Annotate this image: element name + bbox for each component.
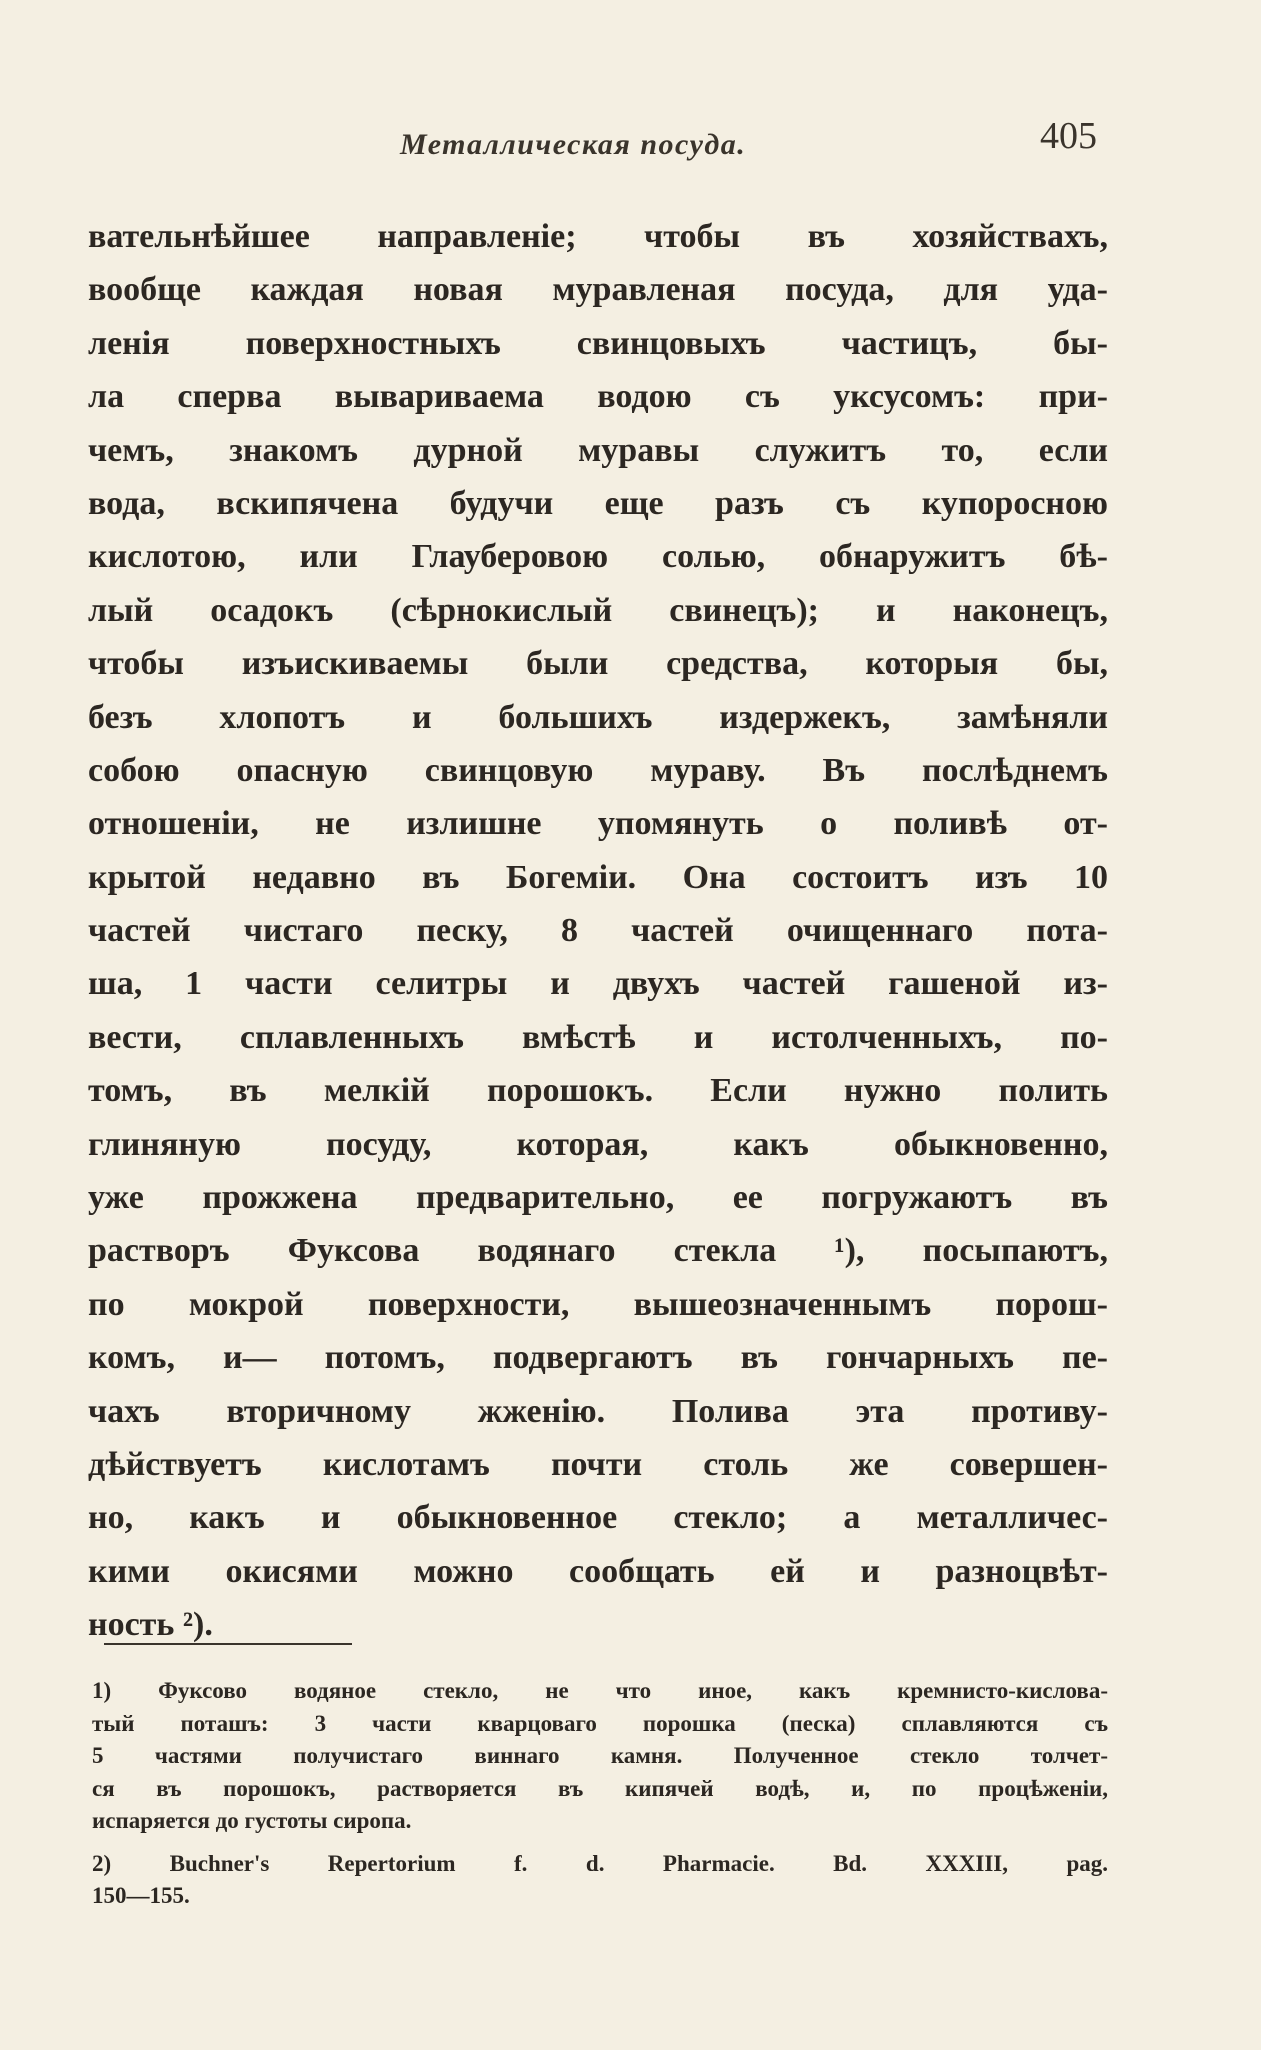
- body-line: лый осадокъ (сѣрнокислый свинецъ); и наконецъ,: [88, 591, 1108, 629]
- body-line: кими окисями можно сообщать ей и разноцвѣт-: [88, 1552, 1108, 1590]
- body-line: растворъ Фуксова водянаго стекла ¹), посыпаютъ,: [88, 1232, 1108, 1270]
- body-text: [88, 210, 1108, 1652]
- body-line: дѣйствуетъ кислотамъ почти столь же совершен-: [88, 1445, 1108, 1483]
- footnotes: [92, 1675, 1108, 1913]
- body-line: чахъ вторичному жженію. Полива эта противу-: [88, 1392, 1108, 1430]
- body-line: глиняную посуду, которая, какъ обыкновенно,: [88, 1125, 1108, 1163]
- footnote-divider: [104, 1643, 352, 1645]
- body-line: вести, сплавленныхъ вмѣстѣ и истолченныхъ, по-: [88, 1018, 1108, 1056]
- body-line: по мокрой поверхности, вышеозначеннымъ порош-: [88, 1285, 1108, 1323]
- body-line: вообще каждая новая муравленая посуда, для уда-: [88, 271, 1108, 309]
- footnote-1-line: ся въ порошокъ, растворяется въ кипячей водѣ, и, по процѣженіи,: [92, 1775, 1108, 1801]
- body-line: чтобы изъискиваемы были средства, которыя бы,: [88, 645, 1108, 683]
- body-line: ленія поверхностныхъ свинцовыхъ частицъ, бы-: [88, 324, 1108, 362]
- body-line: томъ, въ мелкій порошокъ. Если нужно полить: [88, 1072, 1108, 1110]
- footnote-1-line: 1) Фуксово водяное стекло, не что иное, какъ кремнисто-кислова-: [92, 1678, 1108, 1703]
- body-line: вода, вскипячена будучи еще разъ съ купоросною: [88, 484, 1108, 522]
- body-line: комъ, и— потомъ, подвергаютъ въ гончарныхъ пе-: [88, 1339, 1108, 1377]
- body-line: частей чистаго песку, 8 частей очищеннаго пота-: [88, 912, 1108, 950]
- body-line: вательнѣйшее направленіе; чтобы въ хозяйствахъ,: [88, 218, 1108, 255]
- body-line: ность ²).: [88, 1606, 213, 1644]
- body-line: крытой недавно въ Богеміи. Она состоитъ изъ 10: [88, 858, 1108, 896]
- footnote-1-line: испаряется до густоты сиропа.: [92, 1808, 412, 1833]
- footnote-2-line: 150—155.: [92, 1883, 190, 1908]
- body-line: чемъ, знакомъ дурной муравы служитъ то, если: [88, 431, 1108, 469]
- footnote-2-line: 2) Buchner's Repertorium f. d. Pharmacie. Bd. XXXIII, pag.: [92, 1850, 1108, 1876]
- body-line: ла сперва вывариваема водою съ уксусомъ: при-: [88, 378, 1108, 416]
- body-line: безъ хлопотъ и большихъ издержекъ, замѣняли: [88, 698, 1108, 736]
- running-head: Металлическая посуда.: [400, 128, 747, 161]
- body-line: отношеніи, не излишне упомянуть о поливѣ от-: [88, 805, 1108, 843]
- body-line: ша, 1 части селитры и двухъ частей гашеной из-: [88, 965, 1108, 1003]
- body-line: но, какъ и обыкновенное стекло; а металличес-: [88, 1499, 1108, 1537]
- page-number: 405: [1040, 115, 1097, 157]
- footnote-1-line: 5 частями получистаго виннаго камня. Полученное стекло толчет-: [92, 1743, 1108, 1768]
- body-line: собою опасную свинцовую мураву. Въ послѣднемъ: [88, 751, 1108, 789]
- body-line: уже прожжена предварительно, ее погружаютъ въ: [88, 1179, 1108, 1217]
- body-line: кислотою, или Глауберовою солью, обнаружитъ бѣ-: [88, 538, 1108, 576]
- footnote-1-line: тый поташъ: 3 части кварцоваго порошка (песка) сплавляются съ: [92, 1710, 1108, 1736]
